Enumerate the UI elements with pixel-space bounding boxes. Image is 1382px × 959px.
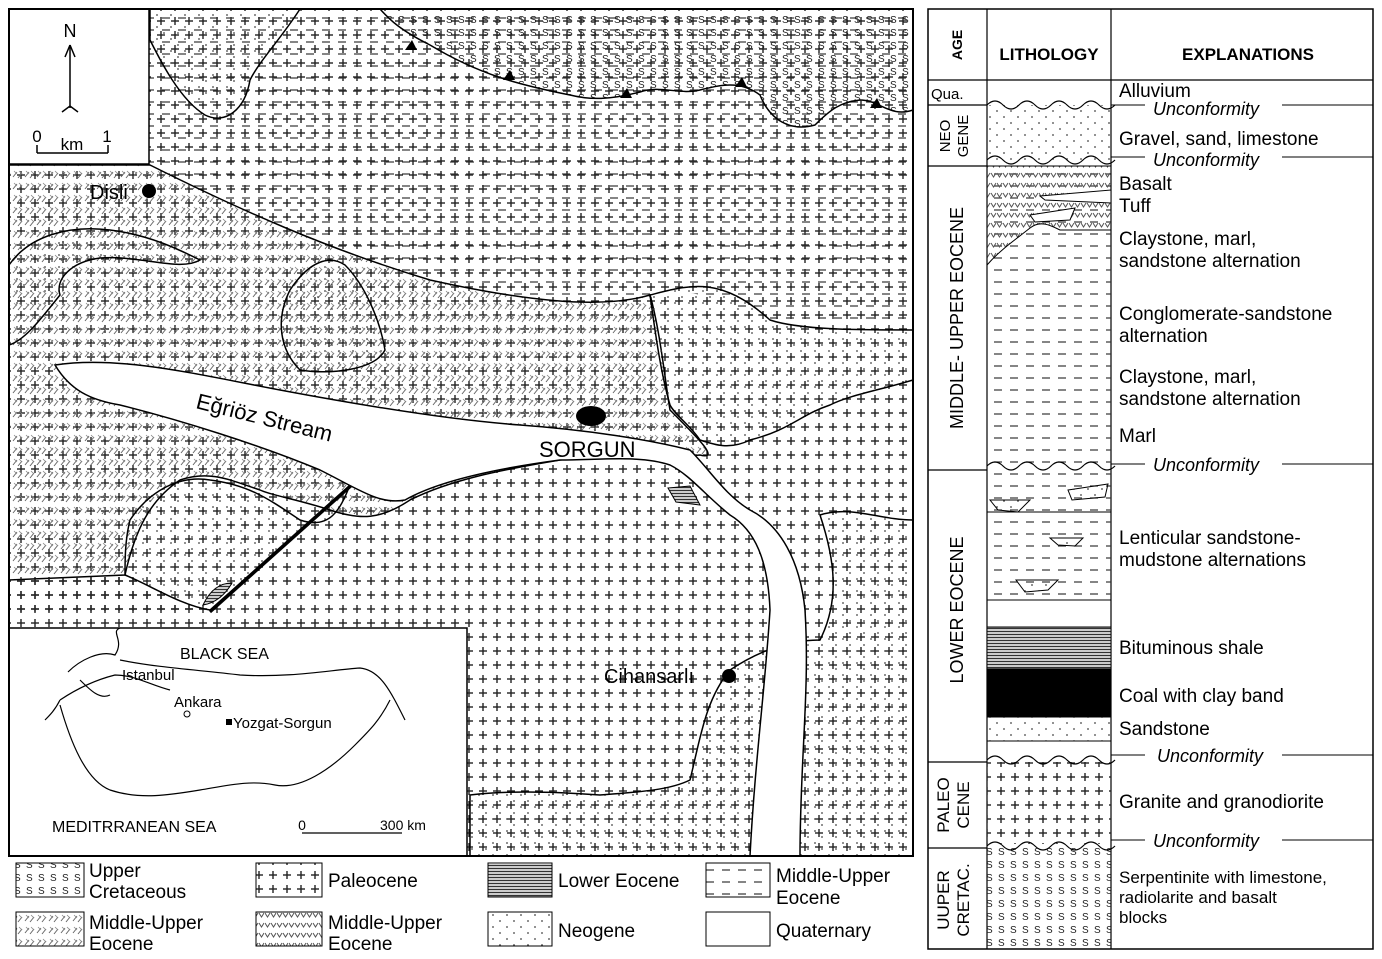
sorgun-label: SORGUN [539,437,636,462]
inset-scale-start: 0 [298,817,306,833]
svg-text:blocks: blocks [1119,908,1168,927]
svg-text:Eocene: Eocene [776,888,841,909]
header-explanations: EXPLANATIONS [1182,45,1314,64]
map-scale-unit: km [60,135,84,154]
header-lithology: LITHOLOGY [999,45,1099,64]
svg-text:Claystone, marl,: Claystone, marl, [1119,229,1257,250]
legend-swatch-mue-dashed [706,863,770,897]
age-upper-cretaceous-1: UUPER [934,870,953,930]
stream-label: Eğriöz Stream [193,388,336,447]
legend-swatch-lower-eocene [488,863,552,897]
svg-text:Sandstone: Sandstone [1119,719,1210,740]
svg-text:Tuff: Tuff [1119,196,1151,217]
svg-text:Middle-Upper: Middle-Upper [328,913,443,934]
svg-text:Cretaceous: Cretaceous [89,882,187,903]
svg-text:sandstone alternation: sandstone alternation [1119,251,1301,272]
svg-text:Basalt: Basalt [1119,174,1172,195]
legend-swatch-quaternary [706,912,770,946]
svg-text:Gravel, sand, limestone: Gravel, sand, limestone [1119,129,1319,150]
age-paleocene-2: CENE [954,781,973,829]
svg-text:Claystone, marl,: Claystone, marl, [1119,367,1257,388]
disli-marker [142,184,156,198]
istanbul-label: Istanbul [122,667,175,684]
svg-text:alternation: alternation [1119,326,1208,347]
ankara-marker [184,711,190,717]
svg-text:Eocene: Eocene [328,934,393,955]
stratigraphic-column [928,9,1373,949]
site-marker [226,719,232,725]
site-label: Yozgat-Sorgun [233,715,332,732]
age-middle-upper-eocene: MIDDLE- UPPER EOCENE [947,206,967,430]
disli-label: Disli [90,182,128,204]
black-sea-label: BLACK SEA [180,646,269,663]
age-qua: Qua. [931,86,964,103]
ankara-label: Ankara [174,694,222,711]
svg-text:Unconformity: Unconformity [1153,831,1260,851]
svg-text:radiolarite and basalt: radiolarite and basalt [1119,888,1277,907]
age-lower-eocene: LOWER EOCENE [947,536,967,684]
svg-text:Unconformity: Unconformity [1153,150,1260,170]
svg-text:Bituminous shale: Bituminous shale [1119,638,1264,659]
header-age: AGE [949,29,965,61]
svg-text:Eocene: Eocene [89,934,154,955]
age-paleocene-1: PALEO [934,777,953,833]
map-scale-end: 1 [102,127,112,146]
svg-text:Middle-Upper: Middle-Upper [89,913,204,934]
age-upper-cretaceous-2: CRETAC. [954,863,973,937]
svg-text:Paleocene: Paleocene [328,871,418,892]
legend-swatch-mue-hatched [16,912,84,946]
age-neogene-2: GENE [955,114,972,158]
north-label: N [63,21,77,41]
svg-text:Marl: Marl [1119,426,1156,447]
svg-text:Granite and granodiorite: Granite and granodiorite [1119,792,1324,813]
inset-map [9,628,467,856]
svg-text:Neogene: Neogene [558,921,636,942]
cihansarli-label: Cihansarlı [604,666,695,688]
map-scale-start: 0 [32,127,42,146]
main-map [9,9,913,856]
svg-text:Unconformity: Unconformity [1157,746,1264,766]
north-arrow-panel [9,9,149,164]
svg-text:Unconformity: Unconformity [1153,455,1260,475]
age-neogene-1: NEO [937,119,954,153]
svg-text:Quaternary: Quaternary [776,921,872,942]
map-legend [16,861,891,955]
svg-text:Middle-Upper: Middle-Upper [776,866,891,887]
legend-swatch-upper-cretaceous [16,863,84,897]
mediterranean-label: MEDITRRANEAN SEA [52,819,217,836]
svg-text:Coal with clay band: Coal with clay band [1119,686,1284,707]
legend-swatch-mue-tuff [256,912,322,946]
svg-text:Upper: Upper [89,861,141,882]
legend-swatch-paleocene [256,863,322,897]
legend-swatch-neogene [488,912,552,946]
svg-text:Conglomerate-sandstone: Conglomerate-sandstone [1119,304,1333,325]
svg-text:Lenticular sandstone-: Lenticular sandstone- [1119,528,1301,549]
svg-text:Lower Eocene: Lower Eocene [558,871,680,892]
svg-text:mudstone alternations: mudstone alternations [1119,550,1306,571]
svg-text:Serpentinite with limestone,: Serpentinite with limestone, [1119,868,1327,887]
cihansarli-marker [722,669,736,683]
sorgun-marker [576,406,606,426]
svg-text:Alluvium: Alluvium [1119,81,1191,102]
svg-text:sandstone alternation: sandstone alternation [1119,389,1301,410]
svg-text:Unconformity: Unconformity [1153,99,1260,119]
inset-scale-end: 300 km [380,817,426,833]
